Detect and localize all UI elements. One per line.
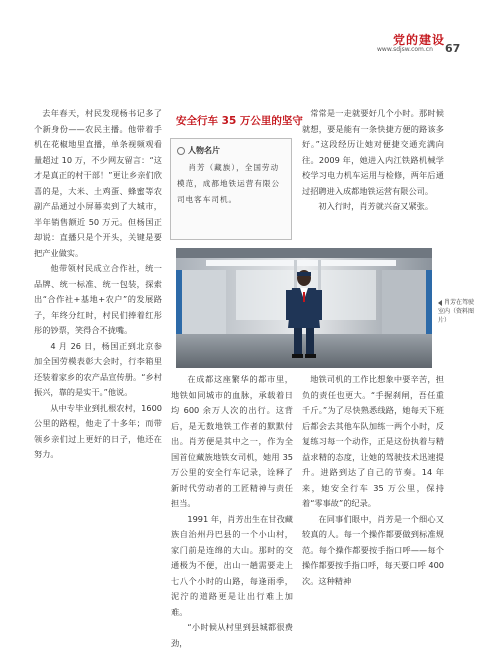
article-title: 安全行车 35 万公里的坚守: [176, 115, 303, 127]
paragraph: 4 月 26 日，杨国正到北京参加全国劳模表彰大会时，行李箱里还装着家乡的农产品宣传册。“乡村振兴，靠的是实干。”他说。: [34, 340, 162, 397]
photo-image: [176, 248, 432, 368]
paragraph: 1991 年，肖芳出生在甘孜藏族自治州丹巴县的一个小山村，家门前是连绵的大山。那时的交通极为不便，出山一趟需要走上七八个小时的山路，每逢雨季，泥泞的道路更是让出行难上加难。: [171, 513, 293, 617]
paragraph: 他带领村民成立合作社，统一品牌、统一标准、统一包装，探索出“合作社+基地+农户”的发展路子，年终分红时，村民们捧着红彤彤的钞票，笑得合不拢嘴。: [34, 263, 162, 335]
photo-caption: 肖芳在驾驶室内（资料图片）: [438, 299, 475, 324]
paragraph: 初入行时，肖芳就兴奋又紧张。: [318, 201, 434, 211]
profile-text: 肖芳（藏族），全国劳动模范，成都地铁运营有限公司电客车司机。: [177, 163, 281, 204]
paragraph: 常常是一走就要好几个小时。那时候就想，要是能有一条快捷方便的路该多好。”这段经历让她对便捷交通充满向往。2009 年，她进入内江铁路机械学校学习电力机车运用与检修，两年后通过招聘进入成都地铁运营有限公司。: [302, 108, 444, 196]
paragraph: 在成都这座繁华的都市里，地铁如同城市的血脉，承载着日均 600 余万人次的出行。这背后，是无数地铁工作者的默默付出。肖芳便是其中之一，作为全国首位藏族地铁女司机，她用 35 万公里的安全行车记录，诠释了新时代劳动者的工匠精神与责任担当。: [171, 374, 293, 508]
paragraph: 地铁司机的工作比想象中要辛苦，担负的责任也更大。“手握刹闸，吾任重千斤。”为了尽快熟悉线路，她每天下班后都会去其他车队加练一两个小时，反复练习每一个动作，正是这份执着与精益求精的态度，让她的驾驶技术迅速提升。进路到达了自己的节奏。14 年来，她安全行车 35 万公里，保持着“零事故”的纪录。: [302, 374, 444, 508]
profile-heading: 人物名片: [188, 146, 220, 155]
column-right-top: [302, 106, 444, 215]
paragraph: “小时候从村里到县城都很费劲，: [171, 622, 293, 648]
paragraph: 从中专毕业到扎根农村，1600 公里的路程，他走了十多年；而带领乡亲们过上更好的日子，他还在努力。: [34, 402, 162, 459]
paragraph: 在同事们眼中，肖芳是一个细心又较真的人。每一个操作都要做到标准规范。每个操作都要按手指口呼——每个操作都要按手指口呼，每天要口呼 400 次。这种精神: [302, 513, 444, 586]
circle-icon: [177, 147, 185, 155]
column-mid: [171, 372, 293, 651]
magazine-url: www.sdjsw.com.cn: [377, 46, 433, 53]
profile-box: [170, 138, 292, 240]
magazine-logo: 党的建设: [393, 33, 446, 47]
column-right-bottom: [302, 372, 444, 589]
page-number: 67: [445, 42, 461, 55]
column-left: [34, 106, 162, 463]
paragraph: 去年春天，村民发现杨书记多了个新身份——农民主播。他带着手机在花椒地里直播，单条视频观看量超过 10 万，不少网友留言：“这才是真正的村干部！”更让乡亲们欣喜的是，大米、土鸡蛋、蜂蜜等农副产品通过小屏幕卖到了大城市，半年销售额近 50 万元。但杨国正却说：直播只是个开头，关键是要把产业做实。: [34, 108, 162, 258]
subway-photo: [176, 248, 432, 368]
caption-arrow-icon: [438, 300, 442, 306]
